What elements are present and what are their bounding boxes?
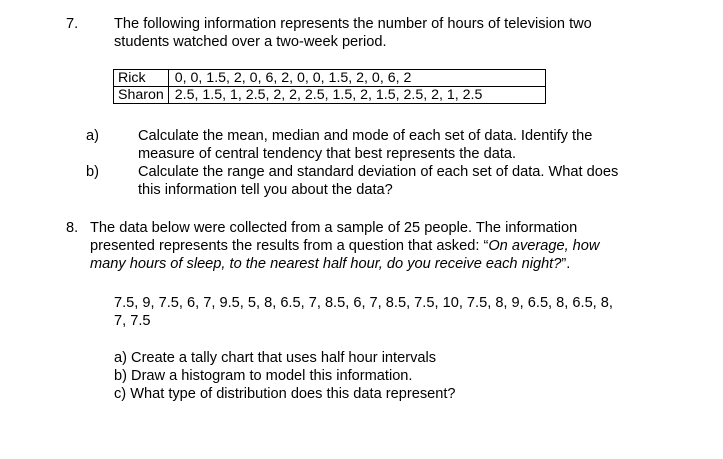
q7-part-b-line-2: this information tell you about the data? — [138, 182, 393, 198]
question-8-number: 8. — [66, 220, 79, 236]
sleep-data-line-1: 7.5, 9, 7.5, 6, 7, 9.5, 5, 8, 6.5, 7, 8.5, 6, 7, 8.5, 7.5, 10, 7.5, 8, 9, 6.5, 8, 6.5, 8, — [114, 295, 613, 311]
question-8-quote-end: many hours of sleep, to the nearest half hour, do you receive each night? — [90, 256, 562, 272]
table-row — [114, 87, 546, 104]
student-name: Rick — [114, 70, 169, 87]
question-8-quote-start: On average, how — [488, 238, 600, 254]
student-hours: 0, 0, 1.5, 2, 0, 6, 2, 0, 0, 1.5, 2, 0, 6, 2 — [168, 70, 545, 87]
q8-part-a: a) Create a tally chart that uses half hour intervals — [114, 350, 437, 366]
sleep-data-line-2: 7, 7.5 — [114, 313, 151, 329]
question-8-line-3 — [90, 256, 570, 273]
question-8-line-1: The data below were collected from a sample of 25 people. The information — [90, 220, 578, 236]
q7-part-a-line-1: Calculate the mean, median and mode of each set of data. Identify the — [138, 128, 593, 144]
question-8-line-3-text: ”. — [561, 256, 571, 272]
q7-part-a-label: a) — [86, 128, 99, 144]
student-name: Sharon — [114, 87, 169, 104]
tv-hours-table — [113, 69, 546, 104]
table-row — [114, 70, 546, 87]
q7-part-b-label: b) — [86, 164, 99, 180]
question-7-intro-line-2: students watched over a two-week period. — [114, 34, 387, 50]
question-8-line-2-text: presented represents the results from a question that asked: “ — [90, 238, 489, 254]
q7-part-b-line-1: Calculate the range and standard deviation of each set of data. What does — [138, 164, 619, 180]
question-7-number: 7. — [66, 16, 79, 32]
question-8-line-2 — [90, 238, 599, 255]
q8-part-c: c) What type of distribution does this data represent? — [114, 386, 456, 402]
question-7-intro-line-1: The following information represents the number of hours of television two — [114, 16, 592, 32]
q7-part-a-line-2: measure of central tendency that best represents the data. — [138, 146, 517, 162]
student-hours: 2.5, 1.5, 1, 2.5, 2, 2, 2.5, 1.5, 2, 1.5, 2.5, 2, 1, 2.5 — [168, 87, 545, 104]
q8-part-b: b) Draw a histogram to model this information. — [114, 368, 413, 384]
